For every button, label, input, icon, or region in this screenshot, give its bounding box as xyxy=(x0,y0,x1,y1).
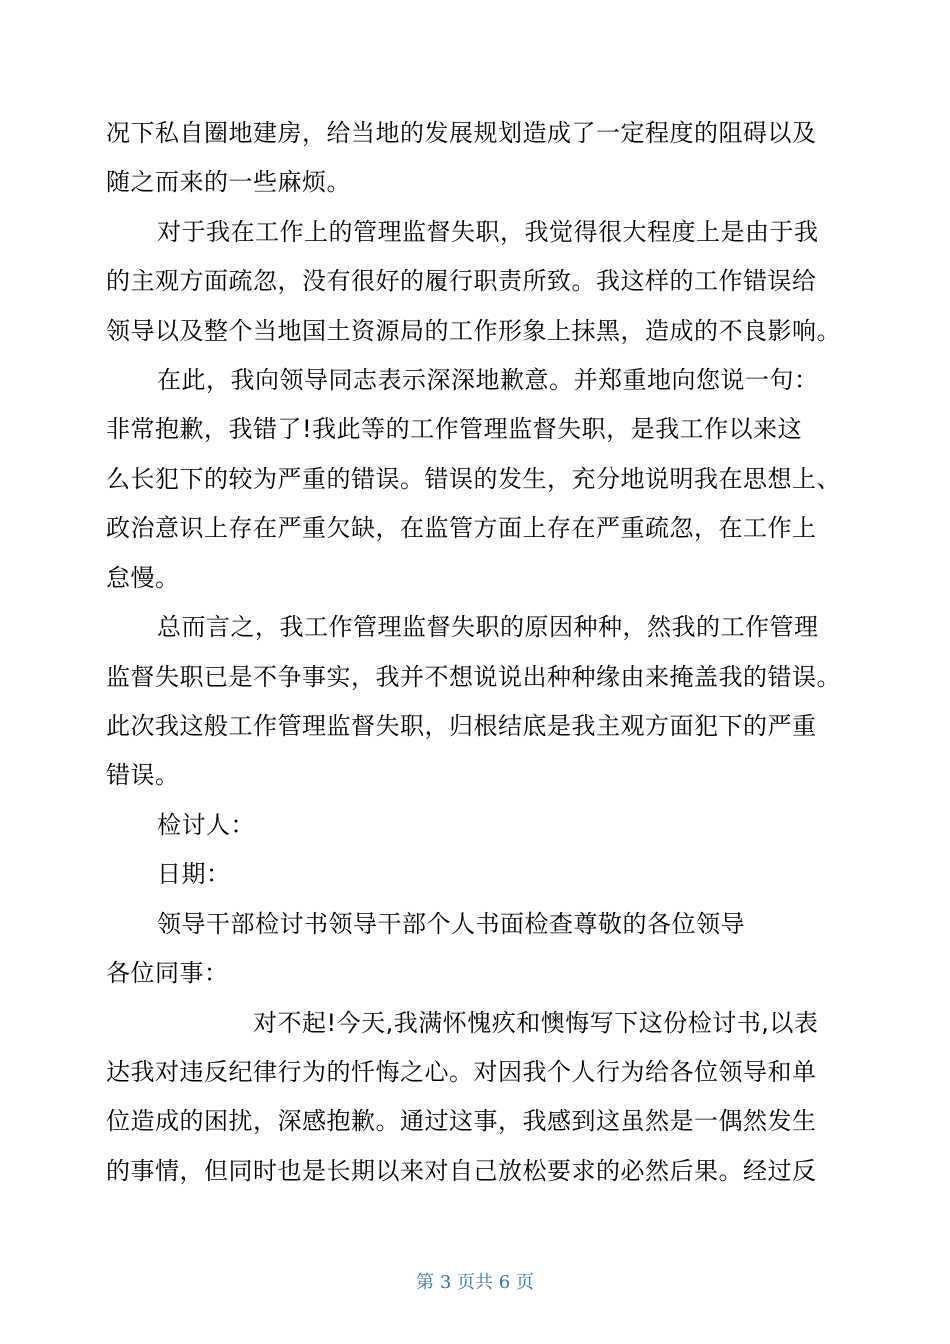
section-heading: 领导干部检讨书领导干部个人书面检查尊敬的各位领导 xyxy=(157,910,745,938)
text-line: 领导以及整个当地国土资源局的工作形象上抹黑，造成的不良影响。 xyxy=(106,317,841,345)
text-line: 怠慢。 xyxy=(106,564,180,592)
signer-label: 检讨人： xyxy=(157,811,255,839)
text-line: 位造成的困扰，深感抱歉。通过这事，我感到这虽然是一偶然发生 xyxy=(106,1107,817,1135)
text-line: 况下私自圈地建房，给当地的发展规划造成了一定程度的阻碍以及 xyxy=(106,119,817,147)
text-line: 总而言之，我工作管理监督失职的原因种种，然我的工作管理 xyxy=(157,613,819,641)
page-number: 第 3 页共 6 页 xyxy=(416,1272,534,1293)
text-line: 的事情，但同时也是长期以来对自己放松要求的必然后果。经过反 xyxy=(106,1157,817,1185)
text-line: 的主观方面疏忽，没有很好的履行职责所致。我这样的工作错误给 xyxy=(106,267,817,295)
text-line: 达我对违反纪律行为的忏悔之心。对因我个人行为给各位领导和单 xyxy=(106,1058,817,1086)
text-line: 此次我这般工作管理监督失职，归根结底是我主观方面犯下的严重 xyxy=(106,712,817,740)
text-line: 对于我在工作上的管理监督失职，我觉得很大程度上是由于我 xyxy=(157,218,819,246)
text-line: 监督失职已是不争事实，我并不想说说出种种缘由来掩盖我的错误。 xyxy=(106,663,841,691)
text-line: 政治意识上存在严重欠缺，在监管方面上存在严重疏忽，在工作上 xyxy=(106,514,817,542)
date-label: 日期： xyxy=(157,860,231,888)
text-line: 错误。 xyxy=(106,761,180,789)
text-line: 对不起!今天,我满怀愧疚和懊悔写下这份检讨书,以表 xyxy=(253,1009,819,1037)
text-line: 在此，我向领导同志表示深深地歉意。并郑重地向您说一句： xyxy=(157,366,819,394)
text-line: 非常抱歉，我错了!我此等的工作管理监督失职，是我工作以来这 xyxy=(106,415,803,443)
salutation: 各位同事： xyxy=(106,959,229,987)
text-line: 么长犯下的较为严重的错误。错误的发生，充分地说明我在思想上、 xyxy=(106,465,841,493)
text-line: 随之而来的一些麻烦。 xyxy=(106,168,351,196)
